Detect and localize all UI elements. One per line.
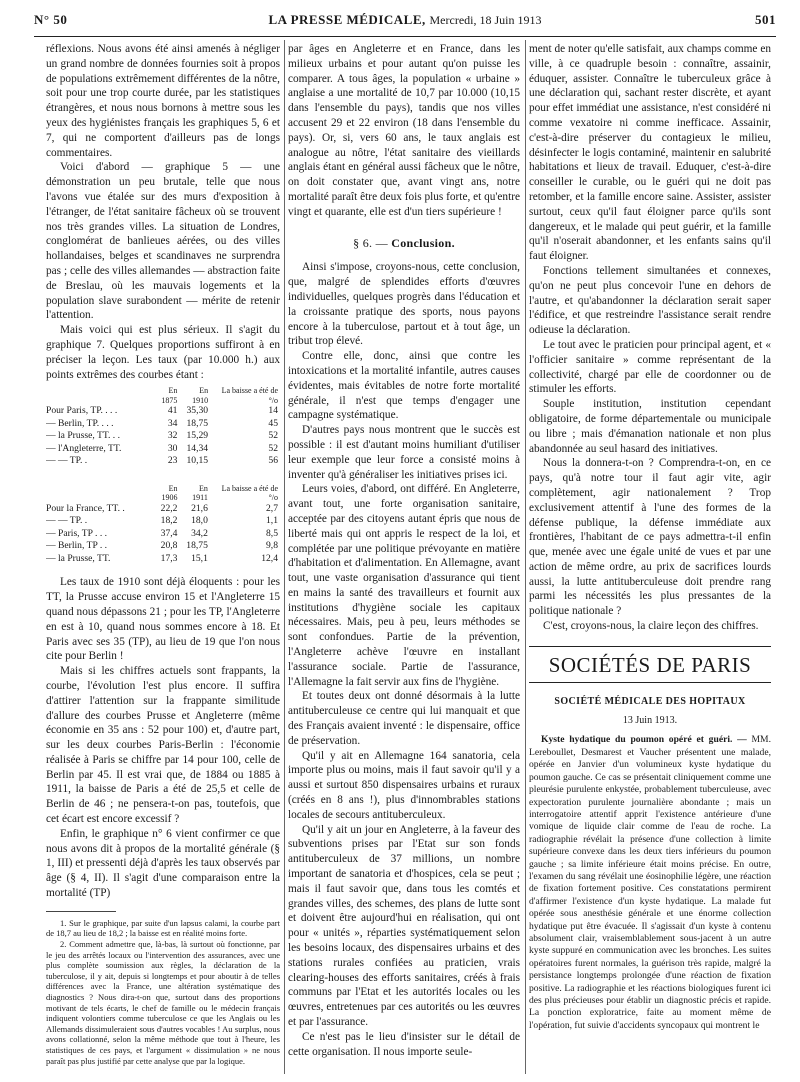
table-cell: 18,2 [160, 515, 178, 527]
table-cell: 18,75 [186, 417, 209, 429]
table-cell: 32 [167, 430, 178, 442]
row-label: Pour Paris, TP. . . . [46, 405, 118, 417]
case-body: MM. Lereboullet, Desmarest et Vaucher présentent une malade, opérée en Janvier d'un volumineux kyste hydatique du poumon gauche. Ce cas se présentait cliniquement comme une pleurésie purulente enkystée, probablement tuberculeuse, avec expectoration purulente journalière abondante ; mais un interrogatoire attentif apprit l'existence antérieure d'une vomique de liquide clair comme de l'eau de roche. La radiographie révélait la présence d'une collection à limite supérieure convexe dans les deux tiers inférieurs du poumon gauche ; sa limite inférieure était moins précise. En outre, l'examen du sang révélait une éosinophilie légère, une réaction de fixation fortement positive. Ces constatations permirent d'affirmer l'existence d'un kyste hydatique. La malade fut opérée sous anesthésie générale et une énorme collection hydatique put être évacuée. Il s'agissait d'un kyste à contenu absolument clair, vraisemblablement sous-jacent à un autre kyste suppuré en communication avec les bronches. Les suites opératoires furent normales, la guérison très rapide, malgré la persistance longtemps prolongée d'une réaction de fixation positive. La radiographie et les réactions biologiques furent ici des plus précieuses pour établir un diagnostic précis et rapide. La ponction exploratrice, faite au moment même de l'opération, fut suivie d'accidents syncopaux qui montrent le [529, 734, 771, 1031]
rates-table-1906-1911 [46, 484, 280, 566]
column-3 [529, 42, 771, 1074]
table-cell: 2,7 [266, 502, 278, 514]
table-row [46, 528, 280, 541]
societes-de-paris-heading: SOCIÉTÉS DE PARIS [529, 646, 771, 683]
paragraph: Souple institution, institution cependant obligatoire, de forme départementale ou municipale ou libre ; mais d'émanation nationale et non plus abandonnée au seul hasard des initiatives. [529, 398, 771, 455]
table-header: En 1875 [161, 386, 178, 405]
row-label: — la Prusse, TT. . . [46, 430, 120, 442]
table-cell: 21,6 [191, 502, 208, 514]
table-cell: 12,4 [261, 552, 278, 564]
table-cell: 10,15 [186, 455, 209, 467]
paragraph: Le tout avec le praticien pour principal agent, et « l'officier sanitaire » comme représentant de la collectivité, chargé par elle de coordonner ou de stimuler les efforts. [529, 338, 771, 396]
paragraph: Leurs voies, d'abord, ont différé. En Angleterre, avant tout, une forte organisation sanitaire, acceptée par des citoyens autant épris que nous de liberté mais qui ont appris le respect de la loi, et complétée par une politique prévoyante en matière d'habitation et d'alimentation. En Allemagne, avant tout, une vaste organisation d'assurance qui tient en mains la santé des travailleurs et fournit aux institutions d'hygiène sociale les capitaux nécessaires. Mais, peu à peu, leurs méthodes se sont confondues. Partie de la prévention, l'Angleterre achève l'œuvre en installant l'assurance sociale. Partie de l'assurance, l'Allemagne la fait servir aux fins de l'hygiène. [288, 483, 520, 688]
table-cell: 23 [167, 455, 178, 467]
paragraph: Voici d'abord — graphique 5 — une démonstration un peu brutale, telle que nous l'avons vue étalée sur des murs d'exposition à l'étranger, de l'état sanitaire fâcheux où se trouvent nos très grandes villes. La situation de Londres, conglomérat de banlieues aérées, ou des villes hollandaises, belges et scandinaves ne surprendra pas ; celle des villes allemandes — abstraction faite de Breslau, où les mauvais logements et la population slave surabondent — mérite de retenir l'attention. [46, 161, 280, 322]
table-header: En 1910 [192, 386, 209, 405]
row-label: — Berlin, TP . . [46, 540, 108, 552]
table-cell: 35,30 [186, 405, 209, 417]
table-header-row [46, 484, 280, 503]
footnote-rule [46, 911, 116, 912]
table-row [46, 455, 280, 468]
issue-date: Mercredi, 18 Juin 1913 [429, 13, 542, 27]
table-header-row [46, 386, 280, 405]
table-cell: 18,0 [191, 515, 208, 527]
journal-title: LA PRESSE MÉDICALE, [268, 12, 426, 27]
section-title: Conclusion. [391, 235, 455, 250]
table-cell: 52 [268, 442, 278, 454]
issue-number: N° 50 [34, 12, 68, 27]
table-header: En 1906 [161, 483, 178, 503]
table-cell: 34 [167, 417, 178, 429]
table-cell: 20,8 [160, 540, 178, 552]
table-cell: 14 [268, 405, 278, 417]
table-row [46, 515, 280, 528]
paragraph: Ce n'est pas le lieu d'insister sur le détail de cette organisation. Il nous importe seule- [288, 1030, 520, 1058]
case-title: Kyste hydatique du poumon opéré et guéri. — [541, 734, 747, 746]
table-cell: 15,1 [191, 552, 208, 564]
paragraph: Les taux de 1910 sont déjà éloquents : pour les TT, la Prusse accuse environ 15 et l'Angleterre 15 quand nous dépassons 21 ; pour les TP, l'Angleterre en est à 10, quand nous sommes encore à 18. Et Paris avec ses 35 (TP), au lieu de 19 que l'on nous cite pour Berlin ! [46, 576, 280, 663]
table-row [46, 430, 280, 443]
footnote: 2. Comment admettre que, là-bas, là surtout où fonctionne, par le jeu des arrêtés locaux ou l'intervention des assurances, avec une plus complète soumission aux règles, la déclaration de la tuberculose, il y ait, depuis si longtemps et pour aboutir à de telles différences avec la France, une altération systématique des diagnostics ? Nous dira-t-on que, surtout dans des proportions motivant de tels écarts, le chef de famille ou le médecin français indiquent volontiers comme tuberculose ce que les Anglais ou les Allemands dissimuleraient sous d'autres vocables ! Au surplus, nous avons collationné, selon la même méthode que tout à l'heure, les statistiques de ces pays, et l'argument « dissimulation » ne nous paraît pas plus justifié par cette analyse que par la logique. [46, 939, 280, 1066]
paragraph: Ainsi s'impose, croyons-nous, cette conclusion, que, malgré de splendides efforts d'œuvres individuelles, quelques progrès dans l'éducation et la croissante pratique des sports, nous payons encore à la tuberculose, partout et à tout âge, un tribut trop élevé. [288, 261, 520, 348]
table-row [46, 443, 280, 456]
table-row [46, 553, 280, 566]
row-label: — Berlin, TP. . . . [46, 417, 114, 429]
table-cell: 1,1 [266, 515, 278, 527]
paragraph: Et toutes deux ont donné désormais à la lutte antituberculeuse ce centre qui lui manquait et que des Français avaient inventé : le dispensaire, office de préservation. [288, 690, 520, 747]
paragraph: Mais voici qui est plus sérieux. Il s'agit du graphique 7. Quelques proportions suffiront à en préciser la leçon. Les taux (par 10.000 h.) aux points extrêmes des courbes étant : [46, 324, 280, 381]
row-label: Pour la France, TT. . [46, 502, 125, 514]
session-date: 13 Juin 1913. [622, 714, 678, 726]
table-cell: 9,8 [266, 540, 278, 552]
table-row [46, 418, 280, 431]
page-header [34, 12, 776, 32]
table-cell: 45 [268, 417, 278, 429]
paragraph: Contre elle, donc, ainsi que contre les intoxications et la mortalité infantile, autres causes évidentes, mais évitables de notre forte mortalité générale, il n'est que temps d'engager une campagne systématique. [288, 350, 520, 422]
table-cell: 17,3 [160, 552, 178, 564]
table-cell: 56 [268, 455, 278, 467]
page-number: 501 [755, 12, 776, 27]
paragraph: D'autres pays nous montrent que le succès est possible : il est d'autant moins humiliant d'utiliser leur exemple que leur force a consisté moins à inventer qu'à généraliser les initiatives prises ici. [288, 424, 520, 481]
table-row [46, 503, 280, 516]
table-row [46, 405, 280, 418]
paragraph: C'est, croyons-nous, la claire leçon des chiffres. [543, 620, 759, 633]
column-divider-2 [525, 40, 526, 1074]
table-cell: 14,34 [186, 442, 209, 454]
row-label: — Paris, TP . . . [46, 527, 108, 539]
header-rule [34, 36, 776, 37]
table-header: En 1911 [192, 483, 208, 503]
paragraph: Qu'il y ait en Allemagne 164 sanatoria, cela importe plus ou moins, mais il faut savoir qu'il y a aussi et surtout 850 dispensaires urbains et ruraux (créés en 8 ans !), plus d'innombrables stations locales de secours antituberculeux. [288, 749, 520, 821]
paragraph: réflexions. Nous avons été ainsi amenés à négliger un grand nombre de données fournies soit à propos de populations extrêmement différentes de la nôtre, soit pour une trop courte durée, par les statistiques étrangères, et nous nous bornons à mettre sous les yeux des hygiénistes français les graphiques 5, 6 et 7, qui ne comportent d'ailleurs pas de longs commentaires. [46, 43, 280, 159]
table-cell: 37,4 [160, 527, 178, 539]
table-cell: 8,5 [266, 527, 278, 539]
column-1 [46, 42, 280, 1074]
table-row [46, 540, 280, 553]
paragraph: Enfin, le graphique n° 6 vient confirmer ce que nous avons dit à propos de la mortalité générale (§ 1, III) et pressenti déjà d'après les taux observés par âge (§ 4, II). Il s'agit d'une comparaison entre la mortalité (TP) [46, 827, 280, 900]
table-header: La baisse a été de °/o [221, 386, 278, 405]
table-cell: 41 [167, 405, 178, 417]
section-heading [288, 236, 520, 251]
row-label: — la Prusse, TT. [46, 552, 111, 564]
column-divider-1 [284, 40, 285, 1074]
row-label: — l'Angleterre, TT. [46, 442, 122, 454]
table-cell: 18,75 [186, 540, 208, 552]
column-2 [288, 42, 520, 1074]
rates-table-1875-1910 [46, 386, 280, 468]
table-cell: 15,29 [186, 430, 209, 442]
table-cell: 34,2 [191, 527, 208, 539]
paragraph: Mais si les chiffres actuels sont frappants, la courbe, l'évolution l'est plus encore. Il suffira d'attirer l'attention sur la frappante similitude d'allure des courbes Prusse et Angleterre (même économie en 35 ans : 52 pour 100) et, d'autre part, sur les deux courbes Paris-Berlin : l'économie réalisée à Paris se chiffre par 14 pour 100, celle de Berlin par 45. Il est vrai que, de 1884 ou 1885 à 1911, la baisse de Paris a été de 25,5 et celle de Berlin de 46 ; ne pensera-t-on pas, toutefois, que cet écart est encore excessif ? [46, 665, 280, 826]
table-header: La baisse a été de °/o [221, 483, 278, 503]
section-number: § 6. — [353, 235, 388, 250]
paragraph: ment de noter qu'elle satisfait, aux champs comme en ville, à ce quadruple besoin : connaître, assainir, éduquer, assister. Connaître le tuberculeux grâce à une déclaration qui, sachant rester discrète, et ayant pour effet immédiat une assistance, n'est considéré ni comme vexatoire ni comme inefficace. Assainir, c'est-à-dire préserver du contagieux le milieu, désinfecter le logis contaminé, maintenir en salubrité habitations et lieux de travail. Eduquer, c'est-à-dire conseiller le curable, ou le guéri qui ne doit pas retomber, et la famille encore saine. Assister, assister surtout, ceux qu'il faut éloigner parce qu'ils sont dangereux, et le malade qui peut guérir, et la famille qu'il n'oserait abandonner, et les enfants sains qu'il faut éloigner. [529, 43, 771, 263]
table-cell: 30 [167, 442, 178, 454]
row-label: — — TP. . [46, 515, 88, 527]
society-name: SOCIÉTÉ MÉDICALE DES HOPITAUX [554, 695, 746, 707]
table-cell: 22,2 [160, 502, 178, 514]
paragraph: Fonctions tellement simultanées et connexes, qu'on ne peut plus concevoir l'une en dehors de l'autre, et qu'abandonner la déclaration serait saper l'édifice, et que restreindre l'assistance serait rendre odieuse la déclaration. [529, 264, 771, 337]
case-report [529, 734, 771, 1032]
paragraph: Nous la donnera-t-on ? Comprendra-t-on, en ce pays, qu'à notre tour il faut agir vite, agir complètement, agir nationalement ? Trop exclusivement attentif à l'une des formes de la défense publique, la défense immédiate aux frontières, l'habitant de ce pays admettra-t-il enfin que, menée avec une égale unité de vues et par une action de même ordre, au prix de sacrifices lourds aussi, la lutte antituberculeuse doit prendre rang parmi les nécessités les plus pressantes de la politique nationale ? [529, 457, 771, 618]
journal-masthead [34, 12, 776, 28]
table-cell: 52 [268, 430, 278, 442]
footnote: 1. Sur le graphique, par suite d'un lapsus calami, la courbe part de 18,7 au lieu de 18,2 ; la baisse est en réalité moins forte. [46, 917, 280, 939]
paragraph: Qu'il y ait un jour en Angleterre, à la faveur des subventions prises par l'Etat sur son fonds antituberculeux de 37 millions, un nombre important de sanatoria et d'hospices, cela se peut ; mais il faut savoir que, dans tous les comtés et grandes villes, des schemes, des plans de lutte sont et doivent être aujourd'hui en réalisation, qui ont pour « unités », réparties systématiquement selon les besoins locaux, des dispensaires urbains et des stations rurales confiées au praticien, vrais clearing-houses des efforts sanitaires, créés à frais communs par l'Etat et les autorités locales ou les œuvres, entretenues par ces autorités ou les œuvres et par l'assurance. [288, 823, 520, 1028]
row-label: — — TP. . [46, 455, 88, 467]
paragraph: par âges en Angleterre et en France, dans les milieux urbains et pour autant qu'on puisse les comparer. A tous âges, la population « urbaine » anglaise a une mortalité de 10,7 par 10.000 (10,15 dans l'ensemble du pays), tandis que nos villes accusent 29 et 22 environ (18 dans l'ensemble du pays). Or, si, vers 60 ans, le taux anglais est analogue au nôtre, l'état sanitaire des vieillards anglais étant en général aussi fâcheux que le nôtre, on doit constater que, avant vingt ans, notre mortalité paraît être deux fois plus forte, et qu'entre vingt et quarante, elle est d'un tiers supérieure ! [288, 43, 520, 218]
